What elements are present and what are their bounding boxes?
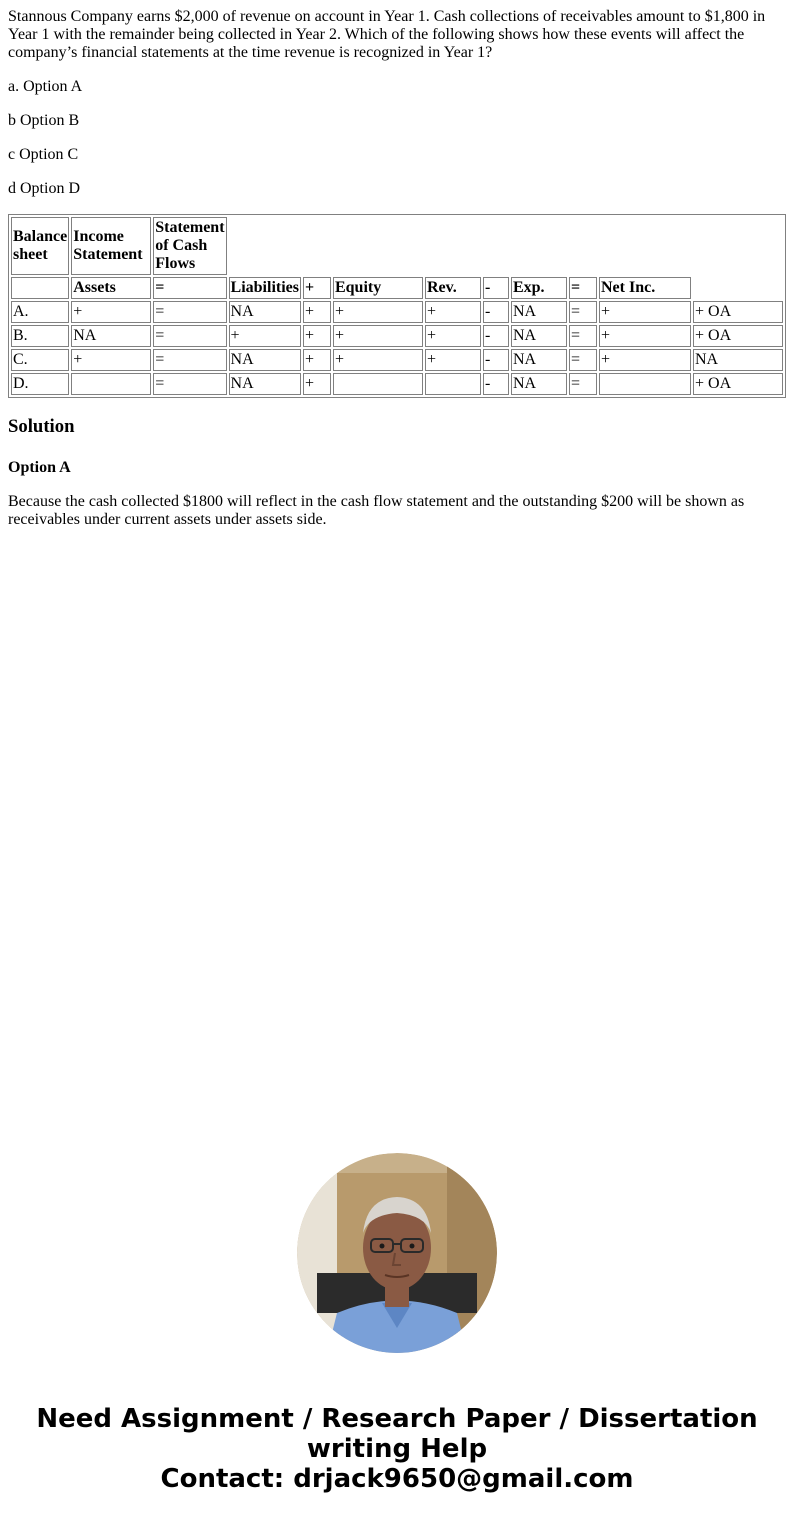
row-a-rev: + <box>425 301 481 323</box>
header-cash-flows: Statement of Cash Flows <box>153 217 226 275</box>
row-a-equals: = <box>153 301 226 323</box>
row-a-plus: + <box>303 301 331 323</box>
row-c-label: C. <box>11 349 69 371</box>
row-c-plus: + <box>303 349 331 371</box>
row-b-equity: + <box>333 325 423 347</box>
col-header-rev: Rev. <box>425 277 481 299</box>
row-d-equals-2: = <box>569 373 597 395</box>
option-b: b Option B <box>8 112 80 129</box>
row-b-exp: NA <box>511 325 567 347</box>
row-a-liabilities: NA <box>229 301 301 323</box>
footer-contact-text: Contact: drjack9650@gmail.com <box>160 1464 634 1494</box>
row-a-assets: + <box>71 301 151 323</box>
row-d-liabilities: NA <box>229 373 301 395</box>
row-a-net-inc: + <box>599 301 691 323</box>
row-b-plus: + <box>303 325 331 347</box>
col-header-assets: Assets <box>71 277 151 299</box>
header-balance-sheet: Balance sheet <box>11 217 69 275</box>
row-b-label: B. <box>11 325 69 347</box>
row-a-cash-flow: + OA <box>693 301 783 323</box>
row-b-liabilities: + <box>229 325 301 347</box>
col-header-exp: Exp. <box>511 277 567 299</box>
row-c-equals: = <box>153 349 226 371</box>
table-column-header-row <box>11 277 783 299</box>
option-d: d Option D <box>8 180 80 197</box>
row-c-exp: NA <box>511 349 567 371</box>
row-a-equity: + <box>333 301 423 323</box>
row-c-minus: - <box>483 349 509 371</box>
row-d-exp: NA <box>511 373 567 395</box>
row-d-minus: - <box>483 373 509 395</box>
table-row <box>11 373 783 395</box>
row-c-assets: + <box>71 349 151 371</box>
col-header-liabilities: Liabilities <box>229 277 301 299</box>
table-row <box>11 349 783 371</box>
table-top-header-row <box>11 217 783 275</box>
col-header-plus: + <box>303 277 331 299</box>
row-d-plus: + <box>303 373 331 395</box>
solution-explanation: Because the cash collected $1800 will reflect in the cash flow statement and the outstanding $200 will be shown as receivables under current assets under assets side. <box>8 493 745 528</box>
row-b-net-inc: + <box>599 325 691 347</box>
row-c-liabilities: NA <box>229 349 301 371</box>
effects-table <box>8 214 786 398</box>
person-portrait-icon <box>297 1153 497 1353</box>
row-d-equity <box>333 373 423 395</box>
row-d-cash-flow: + OA <box>693 373 783 395</box>
row-a-label: A. <box>11 301 69 323</box>
question-text: Stannous Company earns $2,000 of revenue on account in Year 1. Cash collections of receivables amount to $1,800 in Year 1 with the remainder being collected in Year 2. Which of the following shows how these events will affect the company’s financial statements at the time revenue is recognized in Year 1? <box>8 8 766 61</box>
row-b-cash-flow: + OA <box>693 325 783 347</box>
avatar <box>297 1153 497 1353</box>
col-header-0 <box>11 277 69 299</box>
row-d-assets <box>71 373 151 395</box>
col-header-net-inc: Net Inc. <box>599 277 691 299</box>
row-a-exp: NA <box>511 301 567 323</box>
row-b-assets: NA <box>71 325 151 347</box>
empty-header-space <box>229 217 783 275</box>
row-a-minus: - <box>483 301 509 323</box>
row-d-equals: = <box>153 373 226 395</box>
row-c-rev: + <box>425 349 481 371</box>
option-c: c Option C <box>8 146 79 163</box>
row-b-equals-2: = <box>569 325 597 347</box>
row-b-minus: - <box>483 325 509 347</box>
row-d-net-inc <box>599 373 691 395</box>
col-header-equals: = <box>153 277 226 299</box>
row-d-rev <box>425 373 481 395</box>
col-header-equity: Equity <box>333 277 423 299</box>
solution-answer: Option A <box>8 459 71 476</box>
col-header-cash-flow-empty <box>693 277 783 299</box>
table-row <box>11 301 783 323</box>
col-header-equals-2: = <box>569 277 597 299</box>
footer-help-text: Need Assignment / Research Paper / Dissertation writing Help <box>36 1404 758 1464</box>
table-row <box>11 325 783 347</box>
header-income-statement: Income Statement <box>71 217 151 275</box>
row-b-equals: = <box>153 325 226 347</box>
row-b-rev: + <box>425 325 481 347</box>
row-c-cash-flow: NA <box>693 349 783 371</box>
row-a-equals-2: = <box>569 301 597 323</box>
row-c-net-inc: + <box>599 349 691 371</box>
row-d-label: D. <box>11 373 69 395</box>
promo-footer <box>0 1404 794 1494</box>
option-a: a. Option A <box>8 78 83 95</box>
col-header-minus: - <box>483 277 509 299</box>
row-c-equals-2: = <box>569 349 597 371</box>
row-c-equity: + <box>333 349 423 371</box>
solution-heading: Solution <box>8 416 75 437</box>
page-content <box>8 8 786 545</box>
